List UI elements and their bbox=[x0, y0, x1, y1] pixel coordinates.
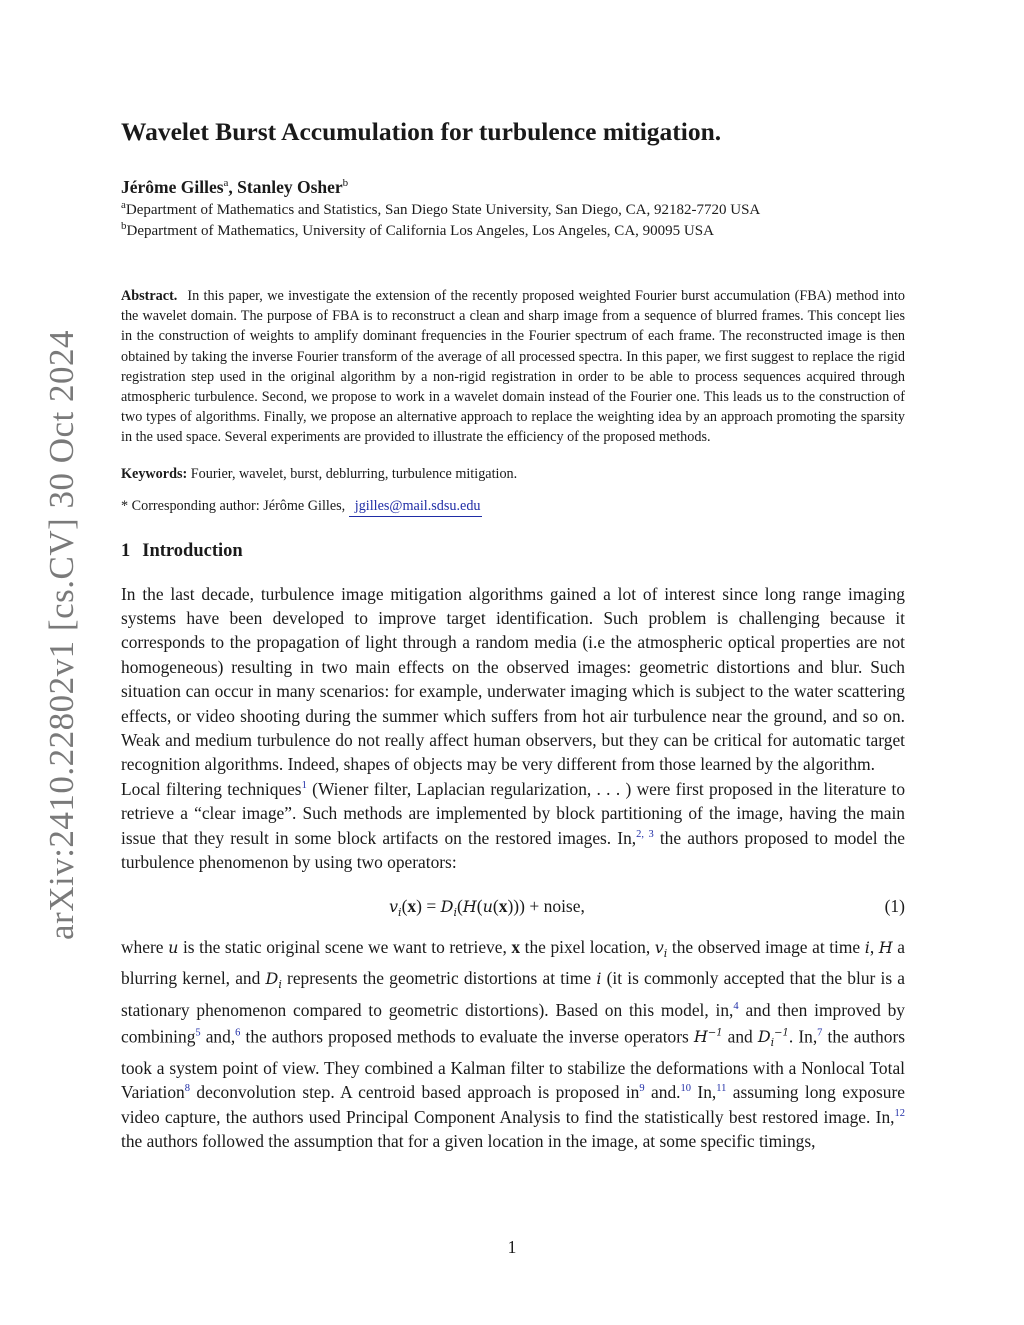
text-run: is the static original scene we want to retrieve, bbox=[178, 936, 512, 957]
text-run: , bbox=[869, 936, 879, 957]
text-run: the authors proposed to model the turbulence phenomenon by using two operators: bbox=[121, 827, 905, 873]
equation-number: (1) bbox=[884, 895, 905, 916]
author-affiliation-mark: a bbox=[223, 177, 229, 190]
equation-1 bbox=[121, 885, 905, 927]
citation-link[interactable]: 12 bbox=[894, 1108, 905, 1120]
text-run: . In, bbox=[788, 1026, 818, 1047]
text-run: (Wiener filter, Laplacian regularization, . . . ) were first proposed in the literature to retrieve a “clear image”. Such methods are implemented by block partitioning of the image, having the main issue that they result in some block artifacts on the restored images. In, bbox=[121, 778, 906, 848]
text-run: and then improved by combining bbox=[121, 999, 905, 1047]
introduction-body bbox=[121, 582, 905, 1154]
text-run: and bbox=[722, 1026, 758, 1047]
paragraph: where u is the static original scene we want to retrieve, x the pixel location, $v_i$ the observed image at time i, H a blurring kernel, and $D_i$ represents the geometric distortions at time i (it is commonly accepted that the blur is a stationary phenomenon compared to geometric distortions). Based on this model, in,$^4$ and then improved by combining$^5$ and,$^6$ the authors proposed methods to evaluate the inverse operators $H^{-1}$ and $D_i^{-1}$. In,$^7$ the authors took a system point of view. They combined a Kalman filter to stabilize the deformations with a Nonlocal Total Variation$^8$ deconvolution step. A centroid based approach is proposed in$^9$ and.$^{10}$ In,$^{11}$ assuming long exposure video capture, the authors used Principal Component Analysis to find the statistically best restored image. In,$^{12}$ the authors followed the assumption that for a given location in the image, at some specific timings, bbox=[121, 936, 905, 1152]
text-run: the authors followed the assumption that for a given location in the image, at some specific timings, bbox=[121, 1131, 816, 1152]
section-title: Introduction bbox=[142, 540, 243, 561]
text-run: a blurring kernel, and bbox=[121, 936, 905, 989]
text-run: and, bbox=[200, 1026, 236, 1047]
affiliation-b bbox=[121, 221, 905, 242]
text-run: the authors took a system point of view. They combined a Kalman filter to stabilize the deformations with a Nonlocal Total Variation bbox=[121, 1026, 905, 1103]
citation-link[interactable]: 10 bbox=[680, 1083, 691, 1095]
author-affiliation-mark: b bbox=[342, 177, 349, 190]
text-run: represents the geometric distortions at time bbox=[281, 968, 597, 989]
citation-link[interactable]: 11 bbox=[716, 1083, 727, 1095]
page-number: 1 bbox=[507, 1237, 517, 1257]
text-run: the authors proposed methods to evaluate the inverse operators bbox=[240, 1026, 694, 1047]
author-name: Jérôme Gilles bbox=[121, 177, 224, 197]
paper-page bbox=[121, 112, 905, 1154]
citation-link[interactable]: 4 bbox=[733, 1000, 739, 1012]
abstract-text: In this paper, we investigate the extension of the recently proposed weighted Fourier burst accumulation (FBA) method into the wavelet domain. The purpose of FBA is to reconstruct a clean and sharp image from a sequence of blurred frames. This concept lies in the construction of weights to amplify dominant frequencies in the Fourier spectrum of each frame. The reconstructed image is then obtained by taking the inverse Fourier transform of the average of all processed spectra. In this paper, we first suggest to replace the rigid registration step used in the original algorithm by a non-rigid registration in order to be able to process sequences acquired through atmospheric turbulence. Second, we propose to work in a wavelet domain instead of the Fourier one. This leads us to the construction of two types of algorithms. Finally, we propose an alternative approach to replace the weighting idea by an approach promoting the sparsity in the used space. Several experiments are provided to illustrate the efficiency of the proposed methods. bbox=[121, 288, 905, 446]
section-heading bbox=[121, 536, 905, 566]
citation-link[interactable]: 1 bbox=[301, 780, 307, 792]
citation-link[interactable]: 7 bbox=[817, 1027, 823, 1039]
affiliation-mark: a bbox=[121, 199, 126, 211]
affiliation-a bbox=[121, 200, 905, 221]
affiliation-mark: b bbox=[121, 220, 127, 232]
paper-title: Wavelet Burst Accumulation for turbulence mitigation. bbox=[121, 117, 722, 146]
section-number: 1 bbox=[121, 540, 131, 561]
abstract-label: Abstract. bbox=[121, 288, 178, 304]
paragraph: In the last decade, turbulence image mitigation algorithms gained a lot of interest since long range imaging systems have been developed to improve target identification. Such problem is challenging because it corresponds to the propagation of light through a random media (i.e the atmospheric optical properties are not homogeneous) resulting in two main effects on the observed images: geometric distortions and blur. Such situation can occur in many scenarios: for example, underwater imaging which is subject to the water scattering effects, or video shooting during the summer which suffers from hot air turbulence near the ground, and so on. Weak and medium turbulence do not really affect human observers, but they can be critical for automatic target recognition algorithms. Indeed, shapes of objects may be very different from those learned by the algorithm. bbox=[121, 583, 905, 775]
author-name: Stanley Osher bbox=[237, 177, 343, 197]
text-run: deconvolution step. A centroid based approach is proposed in bbox=[190, 1082, 640, 1103]
abstract bbox=[121, 286, 905, 448]
text-run: Local filtering techniques bbox=[121, 778, 302, 799]
text-run: the observed image at time bbox=[667, 936, 865, 957]
citation-link[interactable]: 8 bbox=[184, 1083, 190, 1095]
affiliation-text: Department of Mathematics, University of California Los Angeles, Los Angeles, CA, 90095 USA bbox=[126, 223, 714, 239]
text-run: the pixel location, bbox=[520, 936, 655, 957]
keywords-text: Fourier, wavelet, burst, deblurring, turbulence mitigation. bbox=[190, 465, 518, 482]
email-link[interactable]: jgilles@mail.sdsu.edu bbox=[349, 498, 482, 517]
citation-link[interactable]: 5 bbox=[195, 1027, 201, 1039]
text-run: where bbox=[121, 936, 169, 957]
keywords bbox=[121, 464, 905, 484]
citation-link[interactable]: 6 bbox=[235, 1027, 241, 1039]
text-run: assuming long exposure video capture, the authors used Principal Component Analysis to find the statistically best restored image. In, bbox=[121, 1082, 905, 1127]
equation-body: $v_i(x) = D_i(H(u(x)))$ + noise, bbox=[389, 895, 585, 919]
text-run: (it is commonly accepted that the blur is a stationary phenomenon compared to geometric distortions). Based on this model, in, bbox=[121, 968, 905, 1020]
text-run: In, bbox=[691, 1082, 717, 1103]
corresponding-label: * Corresponding author: Jérôme Gilles, bbox=[121, 497, 346, 514]
corresponding-author bbox=[121, 496, 905, 516]
affiliation-text: Department of Mathematics and Statistics, San Diego State University, San Diego, CA, 92182-7720 USA bbox=[125, 202, 761, 218]
keywords-label: Keywords: bbox=[121, 465, 188, 482]
author-list: Jérôme Gilles$^a$, Stanley Osher$^b$ bbox=[121, 177, 349, 197]
citation-link[interactable]: 9 bbox=[639, 1083, 645, 1095]
citation-link[interactable]: 2, 3 bbox=[636, 828, 654, 840]
equation-tail: + noise, bbox=[529, 895, 585, 916]
arxiv-identifier: arXiv:2410.22802v1 [cs.CV] 30 Oct 2024 bbox=[42, 329, 81, 940]
paragraph bbox=[121, 777, 905, 875]
text-run: and. bbox=[644, 1082, 681, 1103]
